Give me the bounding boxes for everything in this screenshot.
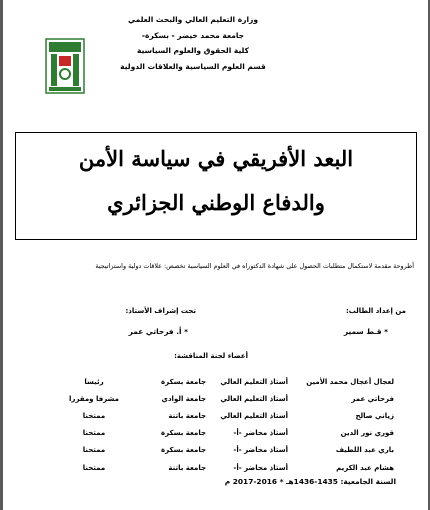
thesis-title-box xyxy=(15,132,417,240)
committee-table xyxy=(54,373,394,476)
academic-year: السنة الجامعية: 1435-1436هـ * 2016-2017 م xyxy=(224,477,396,486)
table-row xyxy=(54,407,394,424)
university-line: جامعة محمد خيضر - بسكرة- xyxy=(141,30,245,40)
member-rank: أستاذ التعليم العالي xyxy=(220,411,288,420)
member-name: لعجال أعجال محمد الأمين xyxy=(306,377,394,386)
table-row xyxy=(54,425,394,442)
member-role: ممتحنا xyxy=(82,446,106,455)
thesis-title-line-2: والدفاع الوطني الجزائري xyxy=(107,190,325,215)
member-role: ممتحنا xyxy=(82,429,106,438)
university-logo xyxy=(45,38,85,94)
table-row xyxy=(54,390,394,407)
member-university: جامعة باتنة xyxy=(168,463,206,472)
member-name: قوري نور الدين xyxy=(340,429,394,438)
member-name: فرحاتي عمر xyxy=(351,394,394,403)
committee-heading: أعضاء لجنة المناقشة: xyxy=(174,352,248,360)
thesis-title-line-1: البعد الأفريقي في سياسة الأمن xyxy=(78,146,354,171)
member-rank: أستاذ محاضر -أ- xyxy=(233,446,288,455)
member-role: ممتحنا xyxy=(82,463,106,472)
faculty-line: كلية الحقوق والعلوم السياسية xyxy=(137,46,249,55)
member-university: جامعة بسكرة xyxy=(161,446,206,455)
document-page xyxy=(3,0,428,510)
table-row xyxy=(54,459,394,476)
member-university: جامعة باتنة xyxy=(168,411,206,420)
department-line: قسم العلوم السياسية والعلاقات الدولية xyxy=(120,61,266,71)
supervisor-name: * أ. فرحاتي عمر xyxy=(128,327,188,336)
member-rank: أستاذ محاضر -أ- xyxy=(233,463,288,472)
institution-header xyxy=(98,12,288,74)
member-role: رئيسا xyxy=(84,377,104,386)
member-university: جامعة بسكرة xyxy=(161,377,206,386)
member-rank: أستاذ التعليم العالي xyxy=(220,394,288,403)
supervisor-label: تحت إشراف الأستاذ: xyxy=(125,307,196,315)
member-name: هشام عبد الكريم xyxy=(336,463,394,472)
member-name: زياني صالح xyxy=(355,411,394,420)
member-rank: أستاذ التعليم العالي xyxy=(220,377,288,386)
member-university: جامعة بسكرة xyxy=(161,429,206,438)
member-name: باري عبد اللطيف xyxy=(335,446,394,455)
thesis-description: أطروحة مقدمة لاستكمال متطلبات الحصول على شهادة الدكتوراه في العلوم السياسية تخصص: علاقات دولية واستراتيجية xyxy=(95,262,414,270)
student-label: من إعداد الطالب: xyxy=(345,307,406,315)
table-row xyxy=(54,373,394,390)
member-rank: أستاذ محاضر -أ- xyxy=(233,429,288,438)
member-role: مشرفا ومقررا xyxy=(69,394,119,403)
member-university: جامعة الوادي xyxy=(161,394,206,403)
ministry-line: وزارة التعليم العالي والبحث العلمي xyxy=(127,15,259,24)
table-row xyxy=(54,442,394,459)
student-name: * قـط سمير xyxy=(343,327,388,336)
member-role: ممتحنا xyxy=(82,411,106,420)
